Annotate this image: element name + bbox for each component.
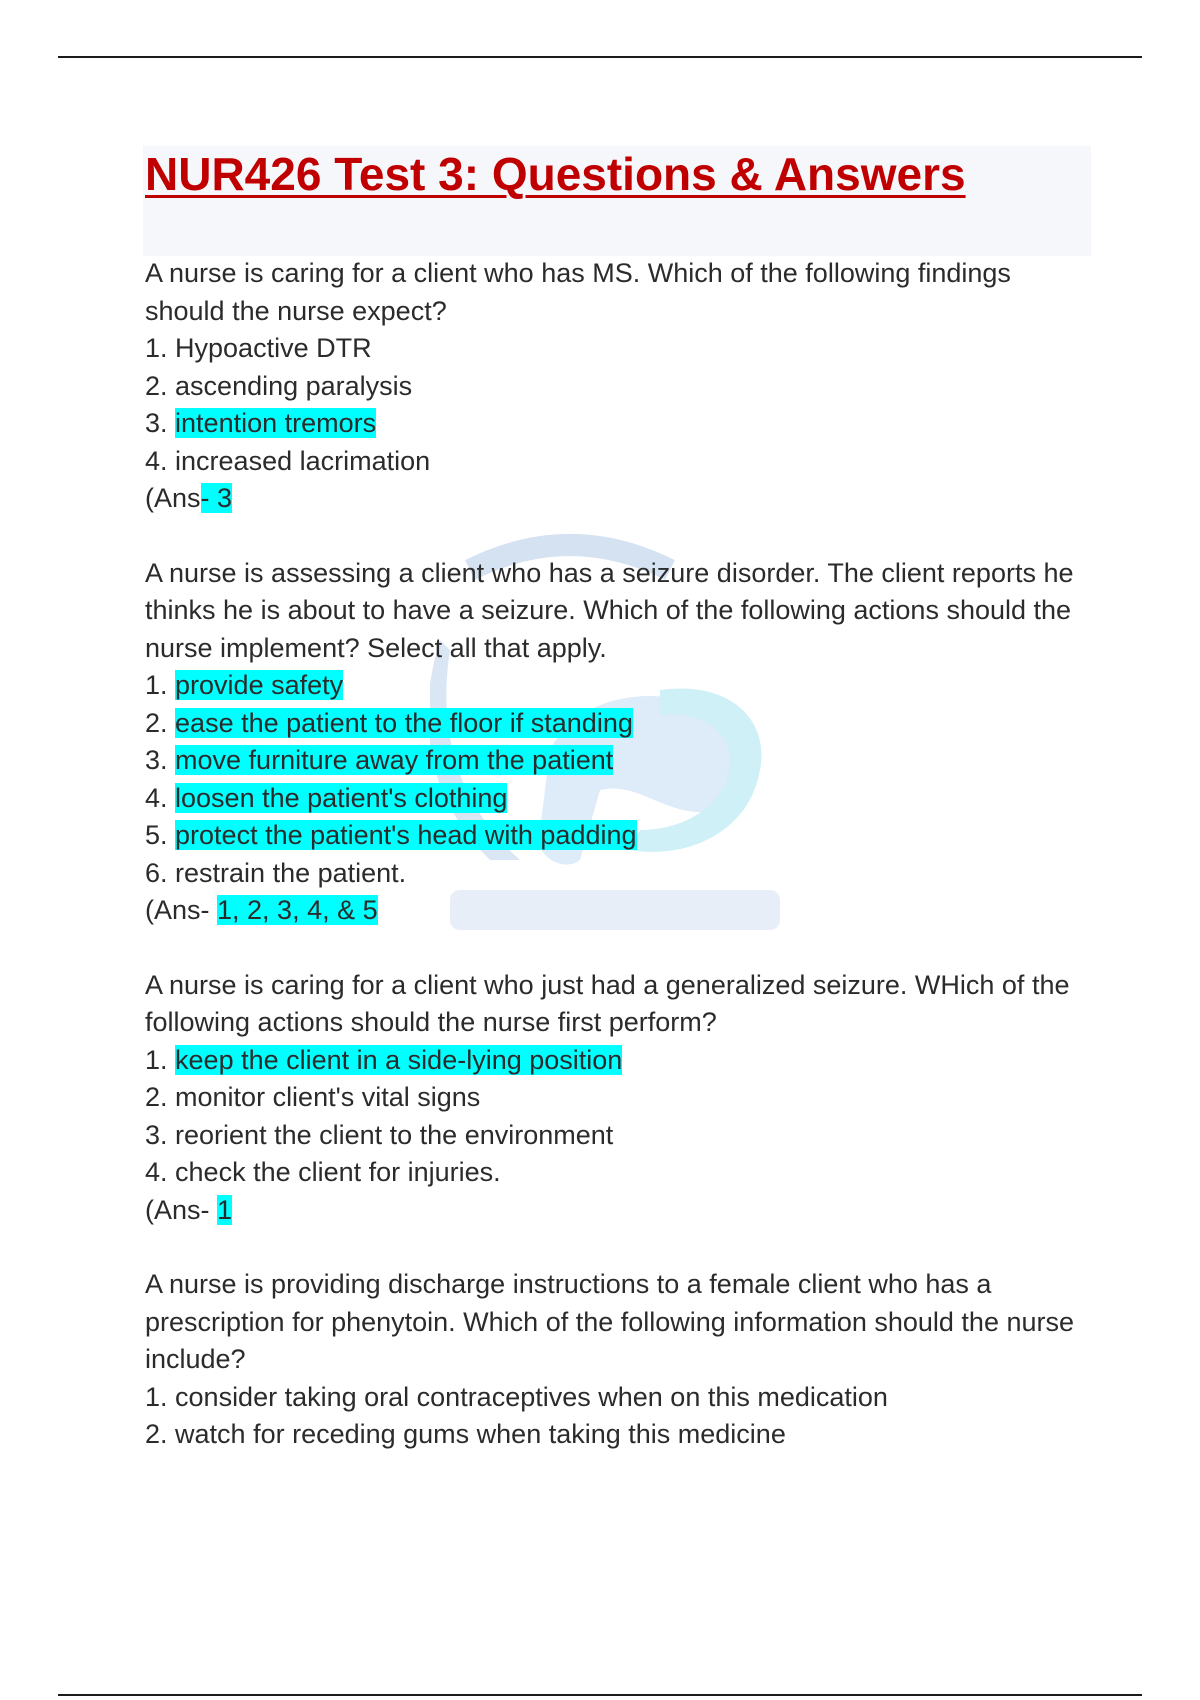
- answer-option: [145, 1079, 1095, 1117]
- question-text: A nurse is assessing a client who has a seizure disorder. The client reports he thinks he is about to have a seizure. Which of the following actions should the nurse implement? Select all that apply.: [145, 557, 1074, 663]
- option-number: 5.: [145, 820, 176, 850]
- question-text: A nurse is caring for a client who just had a generalized seizure. WHich of the following actions should the nurse first perform?: [145, 969, 1070, 1037]
- answer-option: [145, 817, 1095, 855]
- option-number: 1.: [145, 670, 176, 700]
- option-number: 3.: [145, 745, 176, 775]
- answer-value: - 3: [200, 483, 233, 513]
- option-text: check the client for injuries.: [175, 1157, 501, 1187]
- answer-option: [145, 1416, 1095, 1454]
- answer-value: 1: [217, 1194, 233, 1225]
- option-text: reorient the client to the environment: [175, 1119, 614, 1150]
- answer-option: [145, 330, 1095, 368]
- answer-key: [145, 892, 1095, 930]
- option-number: 4.: [145, 1157, 176, 1187]
- highlighted-option-text: move furniture away from the patient: [175, 745, 614, 775]
- option-text: consider taking oral contraceptives when on this medication: [175, 1381, 888, 1412]
- answer-option: [145, 443, 1095, 481]
- option-text: restrain the patient.: [175, 857, 407, 888]
- option-number: 3.: [145, 1119, 176, 1150]
- option-number: 4.: [145, 445, 176, 476]
- question-text: A nurse is caring for a client who has MS. Which of the following findings should the nurse expect?: [145, 258, 1011, 326]
- bottom-rule: [58, 1694, 1142, 1696]
- option-text: Hypoactive DTR: [175, 333, 372, 363]
- option-text: ascending paralysis: [175, 370, 413, 401]
- page-title: NUR426 Test 3: Questions & Answers: [145, 148, 966, 200]
- highlighted-option-text: ease the patient to the floor if standing: [175, 707, 633, 738]
- highlighted-option-text: intention tremors: [175, 408, 377, 438]
- top-rule: [58, 56, 1142, 58]
- question-block: [145, 967, 1095, 1230]
- answer-prefix: (Ans-: [145, 1194, 218, 1225]
- answer-option: [145, 368, 1095, 406]
- option-number: 3.: [145, 408, 176, 438]
- answer-key: [145, 480, 1095, 518]
- answer-option: [145, 1117, 1095, 1155]
- option-number: 6.: [145, 857, 176, 888]
- answer-prefix: (Ans: [145, 483, 201, 513]
- question-block: [145, 1266, 1095, 1454]
- answer-option: [145, 667, 1095, 705]
- option-number: 1.: [145, 333, 176, 363]
- answer-option: [145, 1379, 1095, 1417]
- answer-value: 1, 2, 3, 4, & 5: [217, 895, 378, 925]
- answer-key: [145, 1192, 1095, 1230]
- option-number: 1.: [145, 1044, 176, 1075]
- option-number: 2.: [145, 1082, 176, 1112]
- answer-option: [145, 742, 1095, 780]
- answer-option: [145, 1154, 1095, 1192]
- highlighted-option-text: keep the client in a side-lying position: [175, 1044, 623, 1075]
- answer-option: [145, 855, 1095, 893]
- answer-option: [145, 780, 1095, 818]
- highlighted-option-text: protect the patient's head with padding: [175, 820, 637, 850]
- question-block: [145, 555, 1095, 930]
- option-text: monitor client's vital signs: [175, 1082, 481, 1112]
- option-number: 4.: [145, 782, 176, 813]
- option-number: 2.: [145, 707, 176, 738]
- answer-option: [145, 405, 1095, 443]
- option-number: 2.: [145, 370, 176, 401]
- question-text: A nurse is providing discharge instructions to a female client who has a prescription for phenytoin. Which of the following information should the nurse include?: [145, 1269, 1075, 1374]
- question-list: [145, 255, 1095, 1491]
- option-number: 2.: [145, 1419, 176, 1449]
- option-text: increased lacrimation: [175, 445, 431, 476]
- answer-option: [145, 705, 1095, 743]
- option-number: 1.: [145, 1381, 176, 1412]
- highlighted-option-text: provide safety: [175, 670, 344, 700]
- option-text: watch for receding gums when taking this medicine: [175, 1419, 786, 1449]
- question-block: [145, 255, 1095, 518]
- highlighted-option-text: loosen the patient's clothing: [175, 782, 508, 813]
- answer-prefix: (Ans-: [145, 895, 218, 925]
- answer-option: [145, 1042, 1095, 1080]
